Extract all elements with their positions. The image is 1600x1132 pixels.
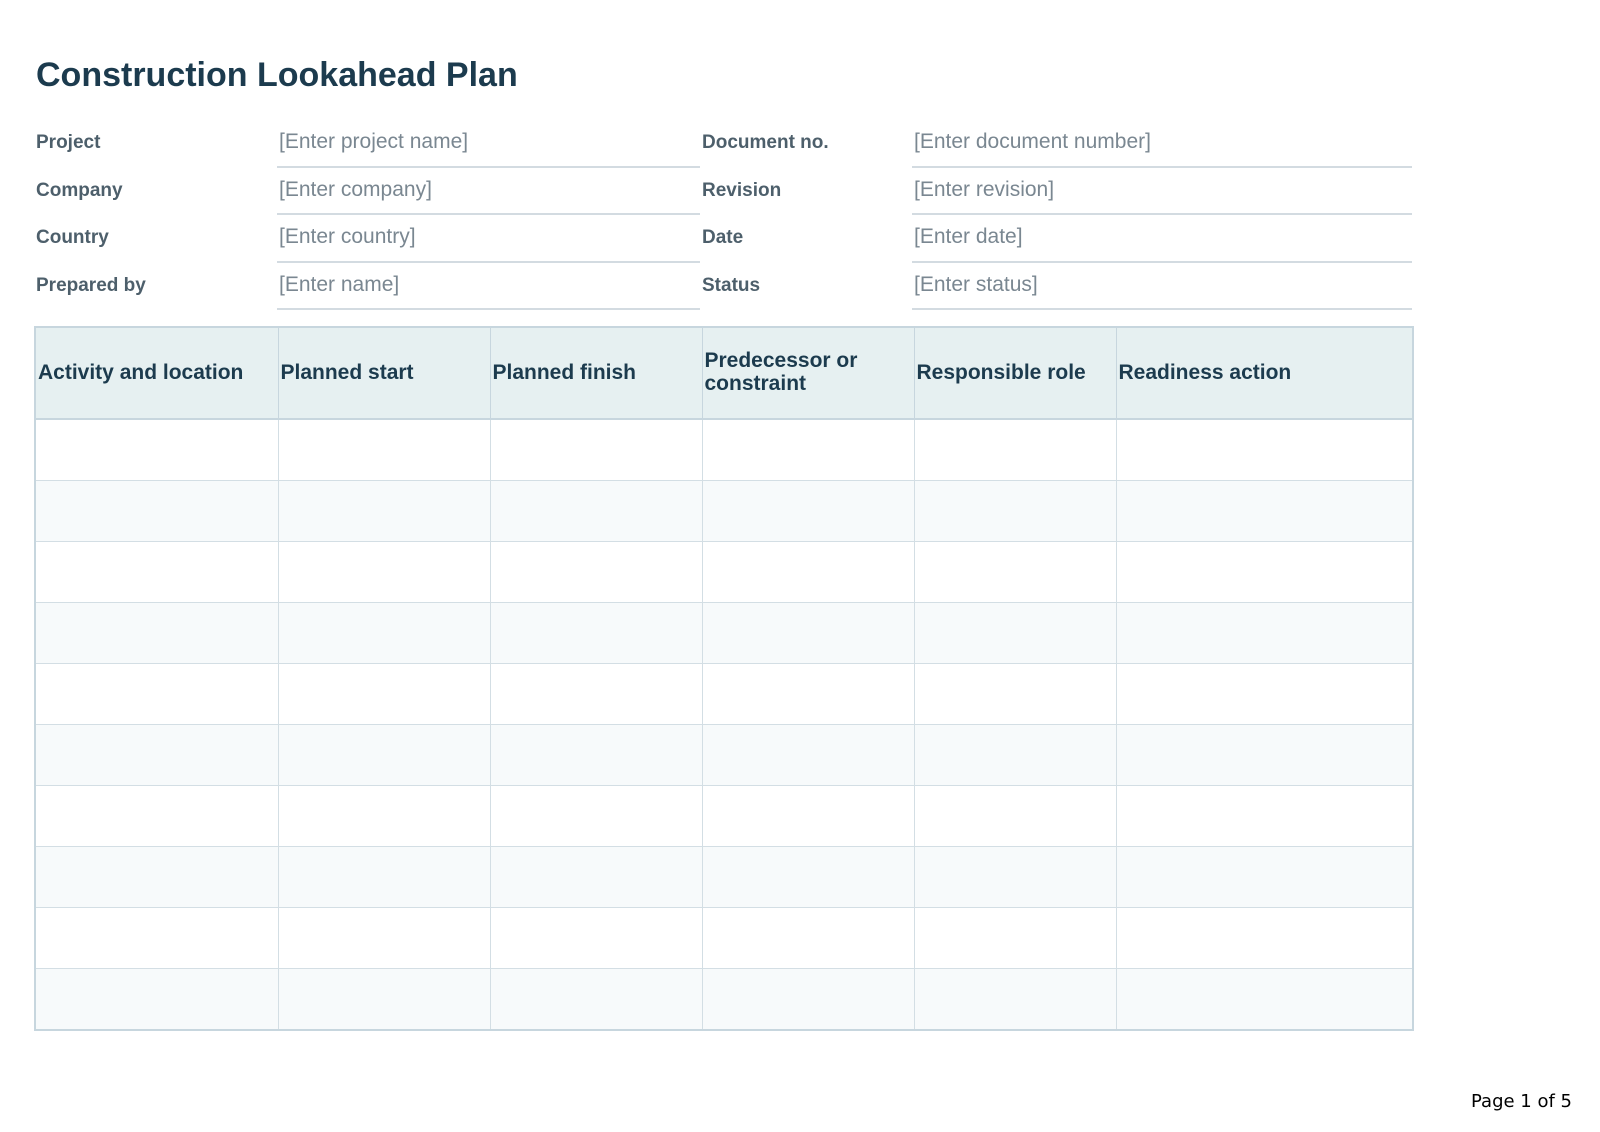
table-cell-planned-start[interactable]	[278, 725, 490, 786]
table-cell-readiness-action[interactable]	[1116, 969, 1413, 1031]
table-cell-planned-finish[interactable]	[490, 664, 702, 725]
table-cell-activity-location[interactable]	[35, 664, 278, 725]
page-number: Page 1 of 5	[1471, 1091, 1572, 1112]
revision-label: Revision	[702, 179, 782, 201]
table-cell-planned-start[interactable]	[278, 542, 490, 603]
table-cell-responsible-role[interactable]	[914, 786, 1116, 847]
table-cell-predecessor-constraint[interactable]	[702, 603, 914, 664]
table-cell-predecessor-constraint[interactable]	[702, 847, 914, 908]
column-header-planned-finish: Planned finish	[490, 327, 702, 419]
status-label: Status	[702, 274, 761, 296]
table-cell-responsible-role[interactable]	[914, 542, 1116, 603]
table-cell-planned-finish[interactable]	[490, 847, 702, 908]
table-cell-responsible-role[interactable]	[914, 481, 1116, 542]
table-cell-readiness-action[interactable]	[1116, 786, 1413, 847]
table-row	[35, 786, 1413, 847]
table-cell-activity-location[interactable]	[35, 969, 278, 1031]
table-cell-planned-start[interactable]	[278, 664, 490, 725]
column-header-planned-start: Planned start	[278, 327, 490, 419]
table-cell-predecessor-constraint[interactable]	[702, 725, 914, 786]
company-field[interactable]: [Enter company]	[277, 168, 700, 216]
table-cell-responsible-role[interactable]	[914, 908, 1116, 969]
table-cell-planned-start[interactable]	[278, 419, 490, 481]
table-row	[35, 725, 1413, 786]
table-cell-activity-location[interactable]	[35, 603, 278, 664]
column-header-activity-location: Activity and location	[35, 327, 278, 419]
table-row	[35, 969, 1413, 1031]
table-body	[35, 419, 1413, 1030]
table-cell-responsible-role[interactable]	[914, 725, 1116, 786]
lookahead-table	[34, 326, 1414, 1031]
document-metadata	[34, 120, 1412, 310]
column-header-readiness-action: Readiness action	[1116, 327, 1413, 419]
table-cell-planned-finish[interactable]	[490, 908, 702, 969]
date-label: Date	[702, 227, 744, 248]
company-label: Company	[36, 179, 123, 201]
table-row	[35, 847, 1413, 908]
table-cell-predecessor-constraint[interactable]	[702, 786, 914, 847]
table-cell-planned-finish[interactable]	[490, 419, 702, 481]
table-row	[35, 542, 1413, 603]
table-cell-responsible-role[interactable]	[914, 969, 1116, 1031]
table-cell-readiness-action[interactable]	[1116, 908, 1413, 969]
table-cell-planned-start[interactable]	[278, 481, 490, 542]
table-row	[35, 664, 1413, 725]
date-field[interactable]: [Enter date]	[912, 215, 1412, 263]
table-row	[35, 419, 1413, 481]
table-cell-planned-start[interactable]	[278, 969, 490, 1031]
table-cell-predecessor-constraint[interactable]	[702, 908, 914, 969]
country-field[interactable]: [Enter country]	[277, 215, 700, 263]
table-cell-activity-location[interactable]	[35, 847, 278, 908]
table-cell-responsible-role[interactable]	[914, 603, 1116, 664]
table-cell-planned-finish[interactable]	[490, 481, 702, 542]
table-cell-planned-finish[interactable]	[490, 786, 702, 847]
status-field[interactable]: [Enter status]	[912, 263, 1412, 311]
table-cell-planned-start[interactable]	[278, 603, 490, 664]
table-cell-activity-location[interactable]	[35, 908, 278, 969]
document-number-field[interactable]: [Enter document number]	[912, 120, 1412, 168]
table-cell-readiness-action[interactable]	[1116, 847, 1413, 908]
table-cell-predecessor-constraint[interactable]	[702, 969, 914, 1031]
table-cell-planned-start[interactable]	[278, 908, 490, 969]
table-row	[35, 481, 1413, 542]
table-cell-readiness-action[interactable]	[1116, 725, 1413, 786]
column-header-responsible-role: Responsible role	[914, 327, 1116, 419]
document-title: Construction Lookahead Plan	[36, 56, 518, 94]
table-cell-responsible-role[interactable]	[914, 419, 1116, 481]
table-cell-planned-finish[interactable]	[490, 969, 702, 1031]
table-cell-predecessor-constraint[interactable]	[702, 542, 914, 603]
table-cell-responsible-role[interactable]	[914, 664, 1116, 725]
table-cell-readiness-action[interactable]	[1116, 419, 1413, 481]
table-cell-predecessor-constraint[interactable]	[702, 481, 914, 542]
table-cell-planned-start[interactable]	[278, 786, 490, 847]
table-cell-responsible-role[interactable]	[914, 847, 1116, 908]
table-cell-readiness-action[interactable]	[1116, 664, 1413, 725]
column-header-predecessor-constraint: Predecessor or constraint	[702, 327, 914, 419]
prepared-by-field[interactable]: [Enter name]	[277, 263, 700, 311]
table-cell-activity-location[interactable]	[35, 725, 278, 786]
revision-field[interactable]: [Enter revision]	[912, 168, 1412, 216]
table-header-row	[35, 327, 1413, 419]
table-cell-activity-location[interactable]	[35, 481, 278, 542]
table-cell-readiness-action[interactable]	[1116, 603, 1413, 664]
country-label: Country	[36, 227, 109, 248]
table-row	[35, 908, 1413, 969]
project-field[interactable]: [Enter project name]	[277, 120, 700, 168]
table-cell-activity-location[interactable]	[35, 419, 278, 481]
table-cell-planned-finish[interactable]	[490, 542, 702, 603]
document-number-label: Document no.	[702, 132, 829, 153]
table-cell-activity-location[interactable]	[35, 542, 278, 603]
project-label: Project	[36, 132, 101, 153]
table-cell-readiness-action[interactable]	[1116, 481, 1413, 542]
table-cell-predecessor-constraint[interactable]	[702, 419, 914, 481]
table-cell-activity-location[interactable]	[35, 786, 278, 847]
table-cell-predecessor-constraint[interactable]	[702, 664, 914, 725]
table-cell-readiness-action[interactable]	[1116, 542, 1413, 603]
table-cell-planned-finish[interactable]	[490, 725, 702, 786]
table-cell-planned-start[interactable]	[278, 847, 490, 908]
table-cell-planned-finish[interactable]	[490, 603, 702, 664]
table-row	[35, 603, 1413, 664]
prepared-by-label: Prepared by	[36, 274, 146, 296]
